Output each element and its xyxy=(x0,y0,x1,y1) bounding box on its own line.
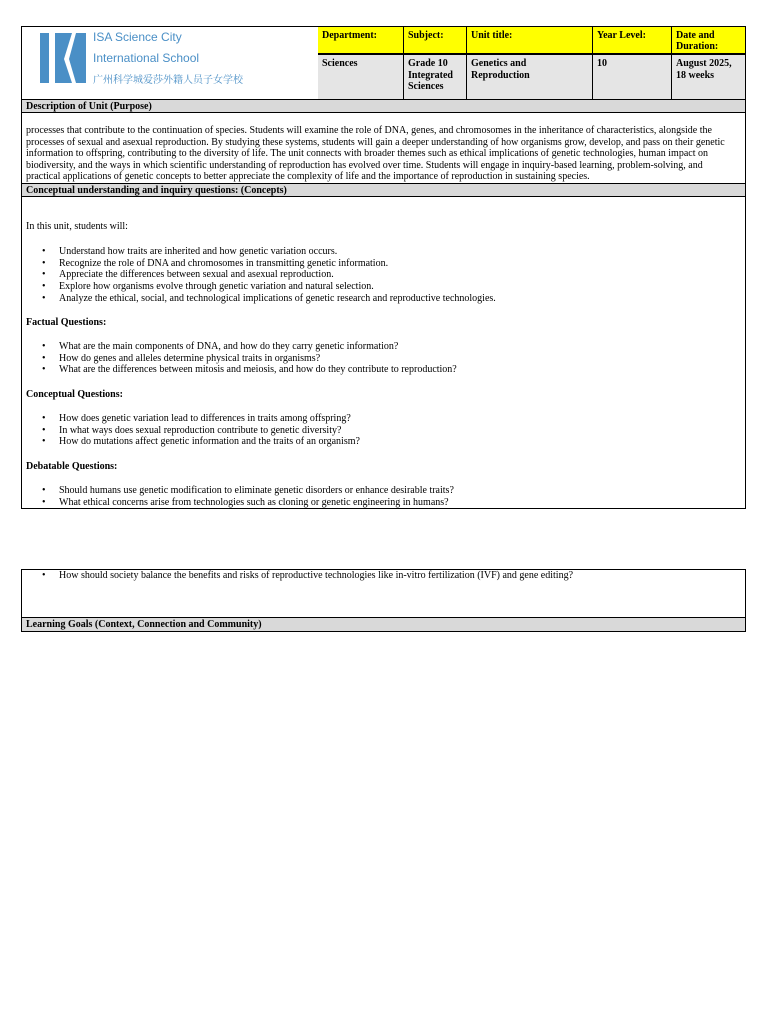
school-name-line1: ISA Science City xyxy=(93,30,182,44)
date-column xyxy=(672,27,745,99)
list-item: • How does genetic variation lead to differences in traits among offspring? xyxy=(42,413,351,424)
year-level-label: Year Level: xyxy=(593,27,671,55)
list-item: • Appreciate the differences between sexual and asexual reproduction. xyxy=(42,269,334,281)
factual-questions-list xyxy=(26,341,739,376)
department-value: Sciences xyxy=(318,55,403,99)
conceptual-questions-list xyxy=(26,413,739,448)
factual-questions-heading: Factual Questions: xyxy=(26,317,107,328)
concepts-intro: In this unit, students will: xyxy=(26,221,128,232)
school-logo-cell xyxy=(22,27,319,99)
list-item: • Explore how organisms evolve through genetic variation and natural selection. xyxy=(42,281,374,293)
subject-label: Subject: xyxy=(404,27,466,55)
date-label: Date and Duration: xyxy=(672,27,745,55)
unit-body-table xyxy=(21,99,746,509)
subject-value: Grade 10 Integrated Sciences xyxy=(404,55,466,99)
list-item: • What are the main components of DNA, and how do they carry genetic information? xyxy=(42,341,399,352)
purpose-text: processes that contribute to the continuation of species. Students will examine the role of DNA, genes, and chromosomes in the inheritance of characteristics, alongside the processes of sexual and asexual reproduction. By studying these systems, students will gain a deeper understanding of how organisms grow, develop, and pass on their genetic information to offspring, contributing to the diversity of life. The unit connects with broader themes such as ethical implications of genetic technologies, human impact on biodiversity, and the ways in which scientific understanding of reproduction has evolved over time. Students will engage in inquiry-based learning, problem-solving, and practical applications of genetic concepts to better appreciate the complexity of life and the importance of reproduction in sustaining species. xyxy=(26,125,725,182)
purpose-heading: Description of Unit (Purpose) xyxy=(22,99,745,113)
list-item: • How do genes and alleles determine physical traits in organisms? xyxy=(42,352,321,364)
list-item: • What are the differences between mitosis and meiosis, and how do they contribute to reproduction? xyxy=(42,364,457,376)
conceptual-questions-heading: Conceptual Questions: xyxy=(26,389,123,400)
unit-title-value: Genetics and Reproduction xyxy=(467,55,592,99)
list-item: • Analyze the ethical, social, and technological implications of genetic research and reproductive technologies. xyxy=(42,292,496,304)
list-item: • In what ways does sexual reproduction contribute to genetic diversity? xyxy=(42,424,342,436)
list-item: • Recognize the role of DNA and chromosomes in transmitting genetic information. xyxy=(42,257,389,269)
year-level-column xyxy=(593,27,672,99)
list-item: • What ethical concerns arise from technologies such as cloning or genetic engineering in humans? xyxy=(42,496,449,508)
list-item: • How do mutations affect genetic information and the traits of an organism? xyxy=(42,436,360,448)
concepts-heading: Conceptual understanding and inquiry questions: (Concepts) xyxy=(22,183,745,197)
outcomes-list xyxy=(26,246,739,305)
department-column xyxy=(318,27,404,99)
school-logo-icon xyxy=(38,31,88,85)
list-item: • Should humans use genetic modification to eliminate genetic disorders or enhance desirable traits? xyxy=(42,485,454,496)
department-label: Department: xyxy=(318,27,403,55)
unit-title-label: Unit title: xyxy=(467,27,592,55)
list-item: • Understand how traits are inherited and how genetic variation occurs. xyxy=(42,246,338,257)
learning-goals-heading: Learning Goals (Context, Connection and Community) xyxy=(22,617,745,631)
unit-body-table-continued xyxy=(21,569,746,632)
list-item: • How should society balance the benefits and risks of reproductive technologies like in-vitro fertilization (IVF) and gene editing? xyxy=(42,570,574,581)
subject-column xyxy=(404,27,467,99)
debatable-questions-list xyxy=(26,485,739,508)
date-value: August 2025, 18 weeks xyxy=(672,55,745,99)
debatable-questions-heading: Debatable Questions: xyxy=(26,461,118,472)
unit-title-column xyxy=(467,27,593,99)
school-name-line2: International School xyxy=(93,51,200,65)
debatable-questions-list-continued xyxy=(26,570,739,582)
unit-header-table xyxy=(21,26,746,100)
school-name-chinese: 广州科学城爱莎外籍人员子女学校 xyxy=(93,75,243,86)
year-level-value: 10 xyxy=(593,55,671,99)
